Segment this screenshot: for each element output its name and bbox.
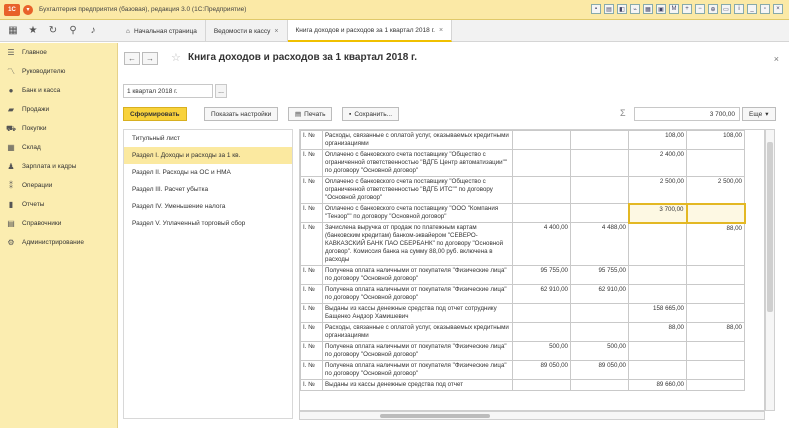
scrollbar-thumb[interactable] [767, 142, 773, 312]
sum-value: 3 700,00 [634, 107, 740, 121]
section-item-loss-calc[interactable]: Раздел III. Расчет убытка [132, 186, 209, 193]
income-tax-cell [571, 380, 629, 391]
expense-cell [629, 342, 687, 361]
expense-cell [629, 223, 687, 266]
income-cell: 89 050,00 [513, 361, 571, 380]
page-title: Книга доходов и расходов за 1 квартал 2018 г. [188, 52, 418, 63]
income-cell: 95 755,00 [513, 266, 571, 285]
report-icon: ▮ [8, 200, 14, 209]
table-row[interactable] [301, 304, 745, 323]
sidebar-item-salary[interactable] [0, 157, 117, 176]
save-icon[interactable]: ▪ [591, 4, 601, 14]
sidebar-item-label: Руководителю [22, 68, 66, 75]
row-description: Получена оплата наличными от покупателя "Физические лица" по договору "Основной договор" [323, 342, 513, 361]
sidebar-item-bank[interactable] [0, 81, 117, 100]
generate-button[interactable] [123, 107, 187, 121]
table-row[interactable] [301, 361, 745, 380]
income-tax-cell: 4 488,00 [571, 223, 629, 266]
expense-tax-cell: 2 500,00 [687, 177, 745, 204]
sections-list [123, 129, 293, 419]
sum-icon: Σ [620, 108, 626, 118]
sidebar-item-manager[interactable] [0, 62, 117, 81]
restore-icon[interactable]: ▫ [760, 4, 770, 14]
tab-home[interactable] [118, 20, 206, 42]
sidebar-item-label: Склад [22, 144, 41, 151]
sidebar-item-main[interactable] [0, 43, 117, 62]
expense-cell [629, 361, 687, 380]
menu-icon: ☰ [7, 48, 15, 57]
row-description: Оплачено с банковского счета поставщику "ООО "Компания "Тензор"" по договору "Основной договор" [323, 204, 513, 223]
table-row[interactable] [301, 266, 745, 285]
close-icon[interactable]: × [274, 27, 279, 35]
row-number: I. № [301, 177, 323, 204]
sidebar-item-label: Отчеты [22, 201, 45, 208]
print-button[interactable] [288, 107, 332, 121]
income-cell [513, 150, 571, 177]
row-description: Оплачено с банковского счета поставщику "Общество с ограниченной ответственностью "ВДГБ ИТС"" по договору "Основной договор" [323, 177, 513, 204]
expense-cell: 108,00 [629, 131, 687, 150]
printer-icon: ▤ [295, 111, 302, 118]
main-content [118, 43, 789, 428]
arrow-left-icon: ← [128, 54, 136, 63]
window-list-icon[interactable]: ▭ [721, 4, 731, 14]
scrollbar-thumb[interactable] [380, 414, 490, 418]
sidebar-item-label: Покупки [22, 125, 47, 132]
table-row[interactable] [301, 177, 745, 204]
sidebar-item-label: Администрирование [22, 239, 84, 246]
memory-plus-icon[interactable]: + [682, 4, 692, 14]
income-cell [513, 304, 571, 323]
app-logo[interactable]: 1C [4, 4, 20, 16]
memory-icon[interactable]: M [669, 4, 679, 14]
link-icon[interactable]: ⌁ [630, 4, 640, 14]
tab-label: Начальная страница [133, 27, 197, 35]
print-icon[interactable]: ▤ [604, 4, 614, 14]
row-number: I. № [301, 380, 323, 391]
row-number: I. № [301, 285, 323, 304]
row-number: I. № [301, 342, 323, 361]
expense-tax-cell: 108,00 [687, 131, 745, 150]
row-number: I. № [301, 223, 323, 266]
table-row[interactable] [301, 223, 745, 266]
row-description: Выданы из кассы денежные средства под отчет сотруднику Бащенко Андзор Хамишевич [323, 304, 513, 323]
expense-tax-cell [687, 266, 745, 285]
income-tax-cell [571, 304, 629, 323]
report-grid [300, 130, 746, 391]
income-tax-cell [571, 177, 629, 204]
row-description: Расходы, связанные с оплатой услуг, оказываемых кредитными организациями [323, 131, 513, 150]
table-row[interactable] [301, 380, 745, 391]
sidebar-item-admin[interactable] [0, 233, 117, 252]
table-row[interactable] [301, 131, 745, 150]
sidebar-item-operations[interactable] [0, 176, 117, 195]
sidebar-item-label: Справочники [22, 220, 62, 227]
section-item-tax-reduction[interactable]: Раздел IV. Уменьшение налога [132, 203, 226, 210]
section-item-fixed-assets[interactable]: Раздел II. Расходы на ОС и НМА [132, 169, 231, 176]
favorite-star-icon[interactable]: ☆ [171, 52, 181, 64]
bag-icon: ▰ [7, 105, 15, 114]
row-description: Зачислена выручка от продаж по платежным картам (банковским кредитам) банком-эквайером "СЕВЕРО-КАВКАЗСКИЙ БАНК ПАО СБЕРБАНК" по договору "Основной договор". Комиссия банка на сумму 88,00 руб. включена в расходы [323, 223, 513, 266]
preview-icon[interactable]: ◧ [617, 4, 627, 14]
row-description: Расходы, связанные с оплатой услуг, оказываемых кредитными организациями [323, 323, 513, 342]
expense-tax-cell [687, 342, 745, 361]
row-description: Получена оплата наличными от покупателя "Физические лица" по договору "Основной договор" [323, 361, 513, 380]
memory-minus-icon[interactable]: − [695, 4, 705, 14]
table-row[interactable] [301, 323, 745, 342]
expense-tax-cell [687, 285, 745, 304]
row-number: I. № [301, 323, 323, 342]
income-cell [513, 131, 571, 150]
info-icon[interactable]: i [734, 4, 744, 14]
table-row[interactable] [301, 150, 745, 177]
income-cell [513, 380, 571, 391]
sidebar-item-purchases[interactable] [0, 119, 117, 138]
income-cell: 4 400,00 [513, 223, 571, 266]
income-tax-cell [571, 150, 629, 177]
income-tax-cell [571, 131, 629, 150]
save-button[interactable] [342, 107, 399, 121]
notifications-bell-icon[interactable]: ♪ [90, 25, 96, 36]
window-toolbar-icons [591, 4, 783, 14]
book-icon: ▤ [7, 219, 15, 228]
window-title: Бухгалтерия предприятия (базовая), редакция 3.0 (1С:Предприятие) [39, 6, 247, 13]
tab-label: Книга доходов и расходов за 1 квартал 2018 г. [295, 26, 435, 34]
button-label: Сформировать [130, 110, 180, 118]
button-label: Печать [304, 110, 326, 118]
tab-label: Ведомости в кассу [213, 27, 271, 35]
sidebar-item-reports[interactable] [0, 195, 117, 214]
button-label: Сохранить... [354, 110, 393, 118]
person-icon: ♟ [7, 162, 15, 171]
calculator-icon[interactable]: ▣ [656, 4, 666, 14]
window-titlebar [0, 0, 789, 20]
operations-icon: ⁑ [9, 181, 13, 190]
income-tax-cell: 89 050,00 [571, 361, 629, 380]
back-button[interactable] [124, 52, 140, 65]
sidebar [0, 43, 118, 428]
income-cell [513, 323, 571, 342]
row-number: I. № [301, 361, 323, 380]
tab-cash-statements[interactable] [206, 20, 288, 42]
floppy-icon: ▪ [349, 110, 352, 118]
zoom-icon[interactable]: ⊕ [708, 4, 718, 14]
sidebar-item-label: Продажи [22, 106, 50, 113]
expense-tax-cell [687, 204, 745, 223]
row-number: I. № [301, 150, 323, 177]
main-toolbar [0, 20, 789, 42]
income-tax-cell: 95 755,00 [571, 266, 629, 285]
sidebar-item-label: Главное [22, 49, 47, 56]
expense-tax-cell: 88,00 [687, 323, 745, 342]
forward-button[interactable] [142, 52, 158, 65]
vertical-scrollbar[interactable] [765, 129, 775, 411]
table-row[interactable] [301, 285, 745, 304]
report-table[interactable] [299, 129, 765, 411]
gear-icon: ⚙ [7, 238, 15, 247]
sidebar-item-label: Операции [22, 182, 53, 189]
selected-expense-cell[interactable]: 3 700,00 [629, 204, 687, 223]
sidebar-item-label: Банк и касса [22, 87, 61, 94]
expense-cell [629, 266, 687, 285]
button-label: Еще [749, 110, 763, 118]
expense-cell: 89 660,00 [629, 380, 687, 391]
calendar-icon[interactable]: ▦ [643, 4, 653, 14]
table-row[interactable] [301, 204, 745, 223]
expense-tax-cell [687, 380, 745, 391]
expense-cell: 2 500,00 [629, 177, 687, 204]
sidebar-item-label: Зарплата и кадры [22, 163, 77, 170]
minimize-icon[interactable]: _ [747, 4, 757, 14]
income-cell: 500,00 [513, 342, 571, 361]
row-description: Оплачено с банковского счета поставщику "Общество с ограниченной ответственностью "ВДГБ Центр автоматизации"" по договору "Основной договор" [323, 150, 513, 177]
home-icon: ⌂ [126, 27, 130, 35]
period-field[interactable]: 1 квартал 2018 г. [123, 84, 213, 98]
section-item-income-expenses[interactable]: Раздел I. Доходы и расходы за 1 кв. [124, 147, 292, 164]
section-item-trade-fee[interactable]: Раздел V. Уплаченный торговый сбор [132, 220, 246, 227]
search-icon[interactable]: ⚲ [69, 25, 77, 36]
favorites-star-icon[interactable]: ★ [28, 25, 38, 36]
horizontal-scrollbar[interactable] [299, 411, 765, 420]
income-tax-cell [571, 323, 629, 342]
expense-cell [629, 285, 687, 304]
chart-icon: 〽 [7, 67, 15, 76]
sidebar-item-sales[interactable] [0, 100, 117, 119]
history-icon[interactable]: ↻ [48, 25, 58, 36]
income-cell [513, 204, 571, 223]
income-cell: 62 910,00 [513, 285, 571, 304]
close-icon[interactable]: × [438, 26, 444, 34]
expense-cell: 2 400,00 [629, 150, 687, 177]
expense-tax-cell [687, 304, 745, 323]
income-tax-cell: 500,00 [571, 342, 629, 361]
coin-icon: ● [8, 86, 14, 95]
income-tax-cell: 62 910,00 [571, 285, 629, 304]
expense-tax-cell [687, 361, 745, 380]
cart-icon: ⛟ [6, 123, 17, 133]
warehouse-icon: ▦ [7, 143, 15, 152]
row-number: I. № [301, 131, 323, 150]
close-form-icon[interactable]: × [773, 54, 779, 64]
arrow-right-icon: → [146, 54, 154, 63]
period-select-button[interactable]: ... [215, 84, 227, 98]
expense-tax-cell [687, 150, 745, 177]
sidebar-item-warehouse[interactable] [0, 138, 117, 157]
chevron-down-icon: ▾ [765, 111, 769, 118]
expense-cell: 158 665,00 [629, 304, 687, 323]
show-settings-button[interactable] [204, 107, 278, 121]
apps-grid-icon[interactable]: ▦ [8, 25, 18, 36]
expense-cell: 88,00 [629, 323, 687, 342]
income-cell [513, 177, 571, 204]
row-number: I. № [301, 266, 323, 285]
main-menu-icon[interactable]: ▾ [23, 5, 33, 15]
row-number: I. № [301, 304, 323, 323]
button-label: Показать настройки [211, 110, 272, 118]
more-button[interactable] [742, 107, 776, 121]
tab-bar [118, 20, 452, 42]
row-description: Выданы из кассы денежные средства под отчет [323, 380, 513, 391]
row-description: Получена оплата наличными от покупателя "Физические лица" по договору "Основной договор" [323, 285, 513, 304]
income-tax-cell [571, 204, 629, 223]
section-item-title-page[interactable]: Титульный лист [132, 135, 181, 142]
tab-income-book[interactable] [288, 20, 453, 42]
expense-tax-cell: 88,00 [687, 223, 745, 266]
row-number: I. № [301, 204, 323, 223]
close-window-icon[interactable]: × [773, 4, 783, 14]
sidebar-item-directories[interactable] [0, 214, 117, 233]
row-description: Получена оплата наличными от покупателя "Физические лица" по договору "Основной договор" [323, 266, 513, 285]
table-row[interactable] [301, 342, 745, 361]
